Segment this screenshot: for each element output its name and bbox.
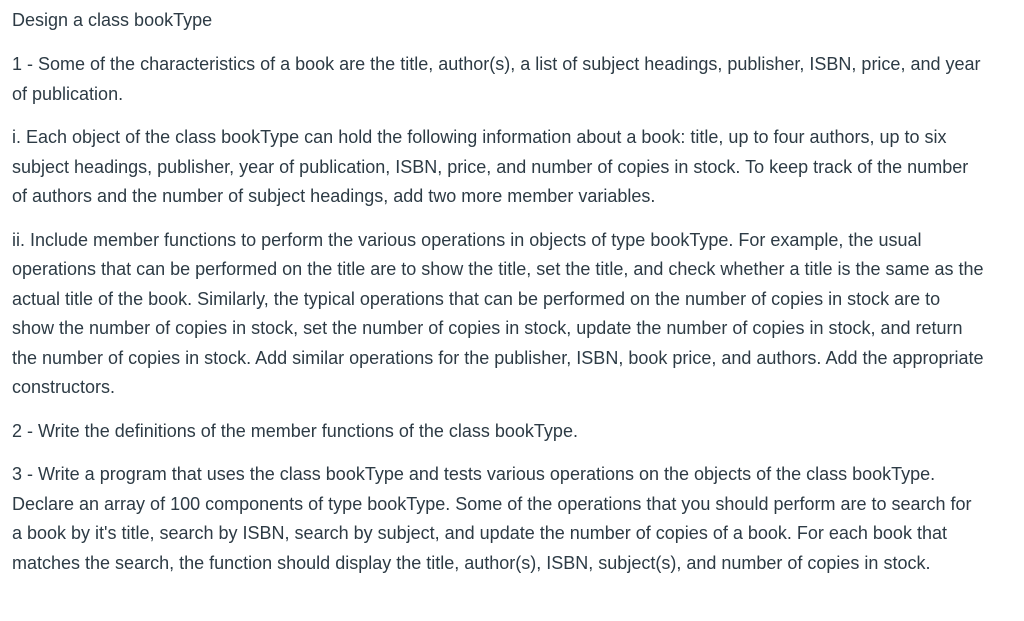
paragraph-requirement-3: 3 - Write a program that uses the class bookType and tests various operations on the objects of the class bookType. Declare an array of 100 components of type bookType. Some of the operations that you should perform are to search for a book by it's title, search by ISBN, search by subject, and update the number of copies of a book. For each book that matches the search, the function should display the title, author(s), ISBN, subject(s), and number of copies in stock. [12, 464, 972, 573]
paragraph-requirement-2: 2 - Write the definitions of the member functions of the class bookType. [12, 420, 578, 441]
paragraph-requirement-1-ii: ii. Include member functions to perform the various operations in objects of type bookType. For example, the usual operations that can be performed on the title are to show the title, set the title, and check whether a title is the same as the actual title of the book. Similarly, the typical operations that can be performed on the number of copies in stock are to show the number of copies in stock, set the number of copies in stock, update the number of copies in stock, and return the number of copies in stock. Add similar operations for the publisher, ISBN, book price, and authors. Add the appropriate constructors. [12, 229, 984, 397]
paragraph-requirement-1: 1 - Some of the characteristics of a book are the title, author(s), a list of subject headings, publisher, ISBN, price, and year of publication. [12, 54, 981, 104]
document-title: Design a class bookType [12, 10, 213, 30]
paragraph-requirement-1-i: i. Each object of the class bookType can hold the following information about a book: title, up to four authors, up to six subject headings, publisher, year of publication, ISBN, price, and number of copies in stock. To keep track of the number of authors and the number of subject headings, add two more member variables. [12, 127, 969, 206]
